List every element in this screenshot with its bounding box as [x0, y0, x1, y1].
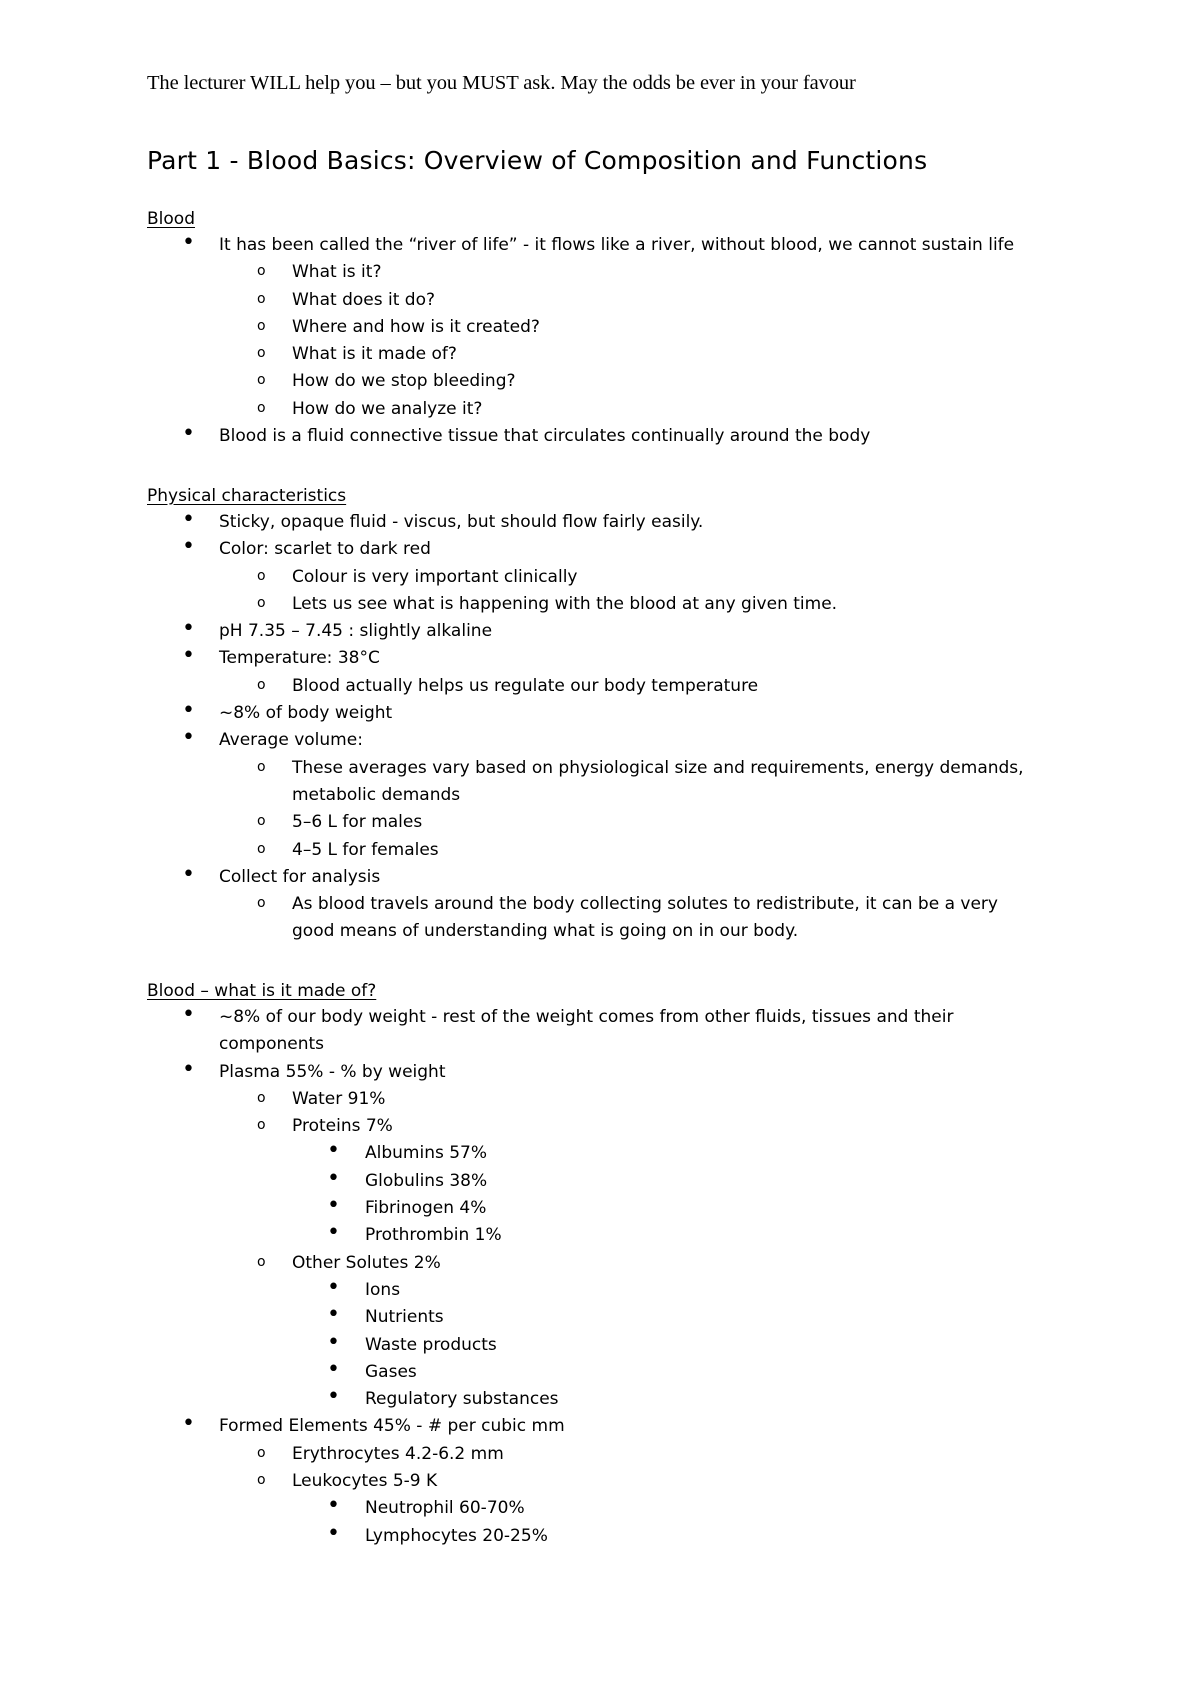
dot-bullet-icon: •: [327, 1138, 340, 1164]
list-item-text: Blood actually helps us regulate our body temperature: [292, 675, 759, 696]
list-item-text: What is it?: [292, 262, 382, 283]
circle-bullet-icon: o: [257, 263, 266, 280]
circle-bullet-icon: o: [257, 813, 266, 830]
list-item: [147, 1495, 953, 1522]
list-item-text-continued: good means of understanding what is going on in our body.: [292, 921, 799, 942]
intro-note: The lecturer WILL help you – but you MUST ask. May the odds be ever in your favour: [147, 72, 856, 94]
circle-bullet-icon: o: [257, 1117, 266, 1134]
list-item: [147, 1274, 953, 1304]
dot-bullet-icon: •: [182, 725, 195, 751]
list-item: [147, 755, 1024, 810]
list-item: [147, 673, 1024, 700]
list-item: [147, 1413, 953, 1440]
dot-bullet-icon: •: [327, 1302, 340, 1328]
list-item: [147, 1004, 953, 1059]
dot-bullet-icon: •: [182, 698, 195, 724]
bullet-list: [147, 509, 1024, 946]
list-item: [147, 1113, 953, 1140]
list-item-text: Ions: [365, 1279, 401, 1300]
list-item-text: Sticky, opaque fluid - viscus, but should flow fairly easily.: [219, 512, 704, 532]
list-item-text: Prothrombin 1%: [365, 1225, 502, 1246]
list-item-text: pH 7.35 – 7.45 : slightly alkaline: [219, 621, 493, 642]
section-heading: Physical characteristics: [147, 486, 347, 506]
dot-bullet-icon: •: [182, 507, 195, 532]
list-item-text: It has been called the “river of life” - it flows like a river, without blood, we cannot sustain life: [219, 235, 1015, 255]
list-item: [147, 1520, 953, 1550]
list-item: [147, 1140, 953, 1167]
circle-bullet-icon: o: [257, 758, 266, 775]
list-item: [147, 341, 1014, 368]
dot-bullet-icon: •: [182, 421, 195, 447]
bullet-list: [147, 1004, 953, 1550]
dot-bullet-icon: •: [327, 1329, 340, 1355]
circle-bullet-icon: o: [257, 594, 266, 611]
circle-bullet-icon: o: [257, 676, 266, 693]
dot-bullet-icon: •: [182, 1056, 195, 1082]
list-item-text: Erythrocytes 4.2-6.2 mm: [292, 1443, 504, 1464]
list-item-text: Waste products: [365, 1334, 497, 1355]
list-item: [147, 1195, 953, 1222]
list-item-text: Proteins 7%: [292, 1116, 393, 1137]
dot-bullet-icon: •: [182, 616, 195, 642]
list-item-text: How do we stop bleeding?: [292, 371, 516, 392]
list-item-text: Fibrinogen 4%: [365, 1198, 487, 1219]
list-item: [147, 809, 1024, 836]
dot-bullet-icon: •: [327, 1274, 340, 1300]
list-item-text: Color: scarlet to dark red: [219, 539, 431, 560]
list-item: [147, 645, 1024, 672]
list-item-text: Lymphocytes 20-25%: [365, 1525, 548, 1546]
dot-bullet-icon: •: [327, 1384, 340, 1410]
list-item-text: Globulins 38%: [365, 1170, 488, 1191]
list-item-text: These averages vary based on physiological size and requirements, energy demands,: [292, 757, 1024, 778]
list-item: [147, 618, 1024, 645]
list-item-text: How do we analyze it?: [292, 398, 483, 419]
list-item: [147, 1386, 953, 1413]
circle-bullet-icon: o: [257, 895, 266, 912]
list-item: [147, 891, 1024, 946]
list-item: [147, 591, 1024, 618]
list-item: [147, 1441, 953, 1468]
list-item: [147, 1250, 953, 1277]
list-item: [147, 368, 1014, 395]
list-item-text: Neutrophil 60-70%: [365, 1498, 525, 1519]
circle-bullet-icon: o: [257, 567, 266, 584]
section-heading: Blood – what is it made of?: [147, 981, 377, 1001]
list-item: [147, 423, 1014, 450]
list-item-text: Collect for analysis: [219, 866, 381, 887]
section-heading: Blood: [147, 209, 195, 229]
list-item-text: As blood travels around the body collecting solutes to redistribute, it can be a very: [292, 894, 998, 915]
list-item-text: Plasma 55% - % by weight: [219, 1061, 446, 1082]
list-item-text: ~8% of our body weight - rest of the weight comes from other fluids, tissues and their: [219, 1007, 954, 1027]
list-item-text: Water 91%: [292, 1088, 386, 1109]
list-item: [147, 509, 1024, 536]
circle-bullet-icon: o: [257, 1089, 266, 1106]
list-item: [147, 396, 1014, 423]
dot-bullet-icon: •: [182, 534, 195, 560]
list-item-text: Temperature: 38°C: [219, 648, 380, 669]
list-item-text: 5–6 L for males: [292, 812, 423, 833]
list-item: [147, 1086, 953, 1113]
circle-bullet-icon: o: [257, 1444, 266, 1461]
list-item-text: Formed Elements 45% - # per cubic mm: [219, 1416, 565, 1437]
dot-bullet-icon: •: [327, 1520, 340, 1546]
list-item-text: Blood is a fluid connective tissue that circulates continually around the body: [219, 426, 871, 447]
list-item-text: Albumins 57%: [365, 1143, 488, 1164]
list-item: [147, 287, 1014, 314]
circle-bullet-icon: o: [257, 372, 266, 389]
dot-bullet-icon: •: [182, 1411, 195, 1437]
dot-bullet-icon: •: [182, 861, 195, 887]
list-item: [147, 232, 1014, 259]
list-item-text: ~8% of body weight: [219, 703, 393, 724]
dot-bullet-icon: •: [327, 1356, 340, 1382]
circle-bullet-icon: o: [257, 345, 266, 362]
circle-bullet-icon: o: [257, 1253, 266, 1270]
dot-bullet-icon: •: [327, 1220, 340, 1246]
list-item: [147, 259, 1014, 286]
list-item-text: What does it do?: [292, 289, 435, 310]
list-item: [147, 837, 1024, 864]
dot-bullet-icon: •: [327, 1193, 340, 1219]
bullet-list: [147, 232, 1014, 450]
dot-bullet-icon: •: [182, 230, 195, 255]
list-item: [147, 700, 1024, 727]
list-item: [147, 861, 1024, 891]
list-item-text: Nutrients: [365, 1307, 444, 1328]
list-item-text-continued: metabolic demands: [292, 784, 461, 805]
list-item: [147, 1056, 953, 1086]
list-item-text: Colour is very important clinically: [292, 566, 578, 587]
section-physical-characteristics: [147, 484, 1024, 946]
dot-bullet-icon: •: [327, 1165, 340, 1191]
section-blood-composition: [147, 979, 953, 1550]
dot-bullet-icon: •: [182, 1002, 195, 1027]
list-item: [147, 1356, 953, 1386]
list-item-text: Gases: [365, 1361, 417, 1382]
list-item-text: Leukocytes 5-9 K: [292, 1471, 438, 1492]
list-item-text: 4–5 L for females: [292, 839, 439, 860]
list-item-text: Other Solutes 2%: [292, 1252, 441, 1273]
list-item: [147, 536, 1024, 563]
section-blood: [147, 207, 1014, 450]
circle-bullet-icon: o: [257, 399, 266, 416]
circle-bullet-icon: o: [257, 290, 266, 307]
dot-bullet-icon: •: [182, 643, 195, 669]
list-item: [147, 314, 1014, 341]
list-item-text: Where and how is it created?: [292, 316, 540, 337]
circle-bullet-icon: o: [257, 840, 266, 857]
list-item-text: What is it made of?: [292, 344, 457, 365]
list-item: [147, 1468, 953, 1495]
list-item: [147, 1329, 953, 1359]
page-title: Part 1 - Blood Basics: Overview of Composition and Functions: [147, 146, 928, 175]
list-item-text: Regulatory substances: [365, 1389, 559, 1410]
list-item: [147, 1304, 953, 1331]
list-item-text: Lets us see what is happening with the blood at any given time.: [292, 593, 838, 614]
circle-bullet-icon: o: [257, 317, 266, 334]
list-item: [147, 1165, 953, 1195]
list-item-text-continued: components: [219, 1034, 325, 1055]
list-item: [147, 564, 1024, 591]
circle-bullet-icon: o: [257, 1472, 266, 1489]
list-item-text: Average volume:: [219, 730, 363, 751]
list-item: [147, 727, 1024, 754]
list-item: [147, 1222, 953, 1249]
dot-bullet-icon: •: [327, 1493, 340, 1519]
